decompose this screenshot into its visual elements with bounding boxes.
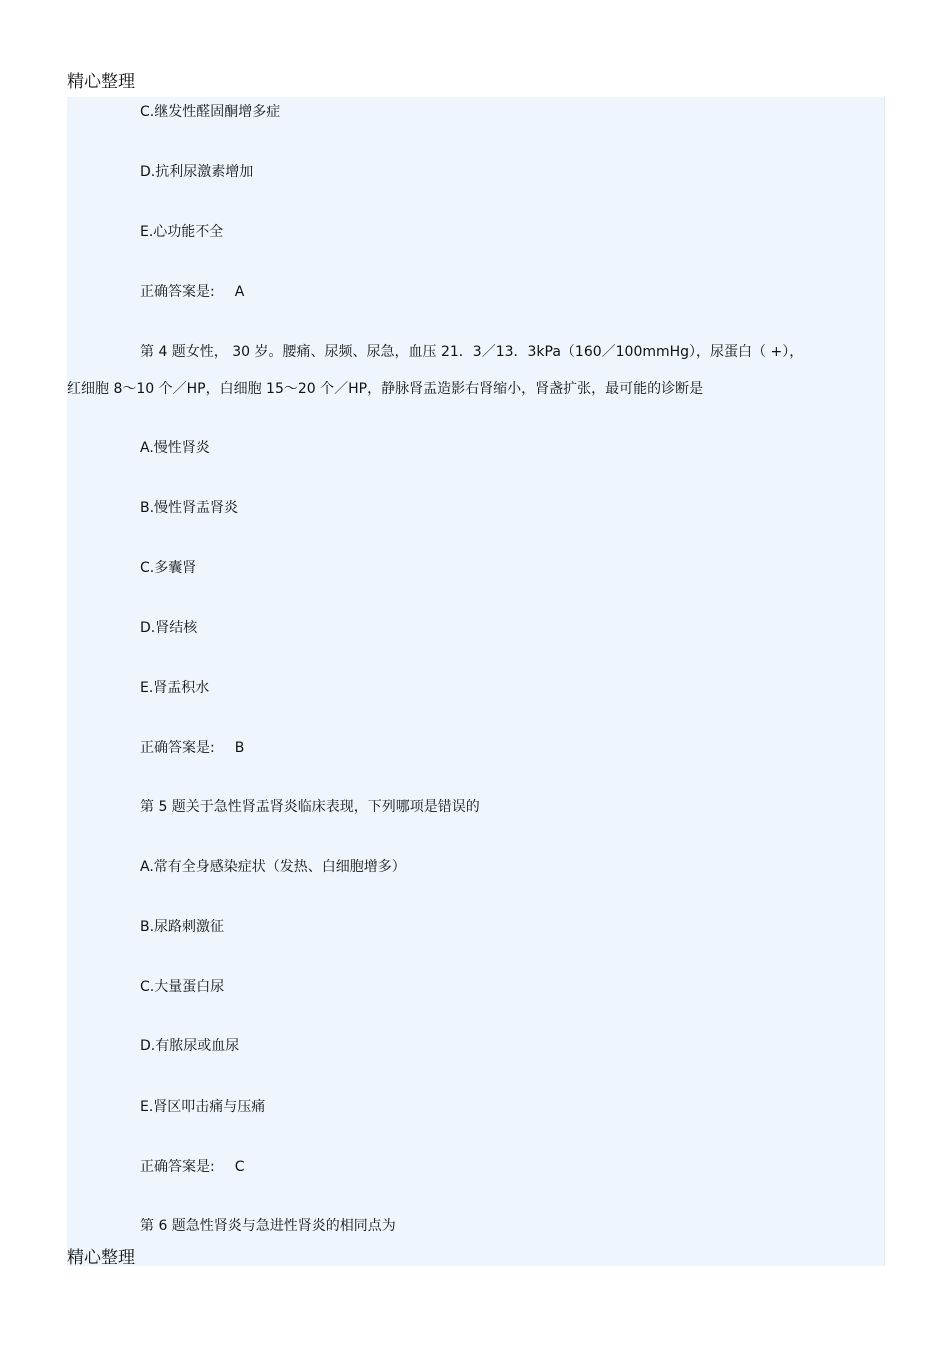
q4-option-c: C.多囊肾 bbox=[140, 560, 197, 576]
q6-stem: 第 6 题急性肾炎与急进性肾炎的相同点为 bbox=[140, 1218, 396, 1234]
q5-option-a: A.常有全身感染症状（发热、白细胞增多） bbox=[140, 859, 406, 875]
page-footer-label: 精心整理 bbox=[67, 1248, 135, 1268]
q4-option-b: B.慢性肾盂肾炎 bbox=[140, 500, 239, 516]
q3-answer bbox=[140, 282, 244, 302]
q5-option-b: B.尿路刺激征 bbox=[140, 919, 225, 935]
q4-stem-line2: 红细胞 8～10 个／HP，白细胞 15～20 个／HP，静脉肾盂造影右肾缩小，肾盏扩张，最可能的诊断是 bbox=[67, 381, 704, 397]
q5-option-d: D.有脓尿或血尿 bbox=[140, 1038, 240, 1054]
q5-answer-prefix: 正确答案是: bbox=[140, 1159, 215, 1175]
q3-option-d: D.抗利尿激素增加 bbox=[140, 164, 254, 180]
q5-option-e: E.肾区叩击痛与压痛 bbox=[140, 1099, 266, 1115]
q5-stem: 第 5 题关于急性肾盂肾炎临床表现，下列哪项是错误的 bbox=[140, 799, 480, 815]
q4-option-d: D.肾结核 bbox=[140, 620, 198, 636]
q4-option-e: E.肾盂积水 bbox=[140, 680, 210, 696]
q4-answer bbox=[140, 738, 244, 758]
q4-answer-value: B bbox=[234, 740, 245, 756]
q3-option-c: C.继发性醛固酮增多症 bbox=[140, 104, 281, 120]
q3-answer-prefix: 正确答案是: bbox=[140, 284, 215, 300]
q3-answer-value: A bbox=[234, 284, 245, 300]
q5-answer-value: C bbox=[234, 1159, 245, 1175]
q5-option-c: C.大量蛋白尿 bbox=[140, 979, 225, 995]
q4-answer-prefix: 正确答案是: bbox=[140, 740, 215, 756]
page-header-label: 精心整理 bbox=[67, 72, 135, 92]
q3-option-e: E.心功能不全 bbox=[140, 224, 224, 240]
q4-stem-line1: 第 4 题女性， 30 岁。腰痛、尿频、尿急，血压 21．3／13．3kPa（160／100mmHg），尿蛋白（ +）， bbox=[140, 344, 804, 360]
q4-option-a: A.慢性肾炎 bbox=[140, 440, 210, 456]
q5-answer bbox=[140, 1157, 245, 1177]
